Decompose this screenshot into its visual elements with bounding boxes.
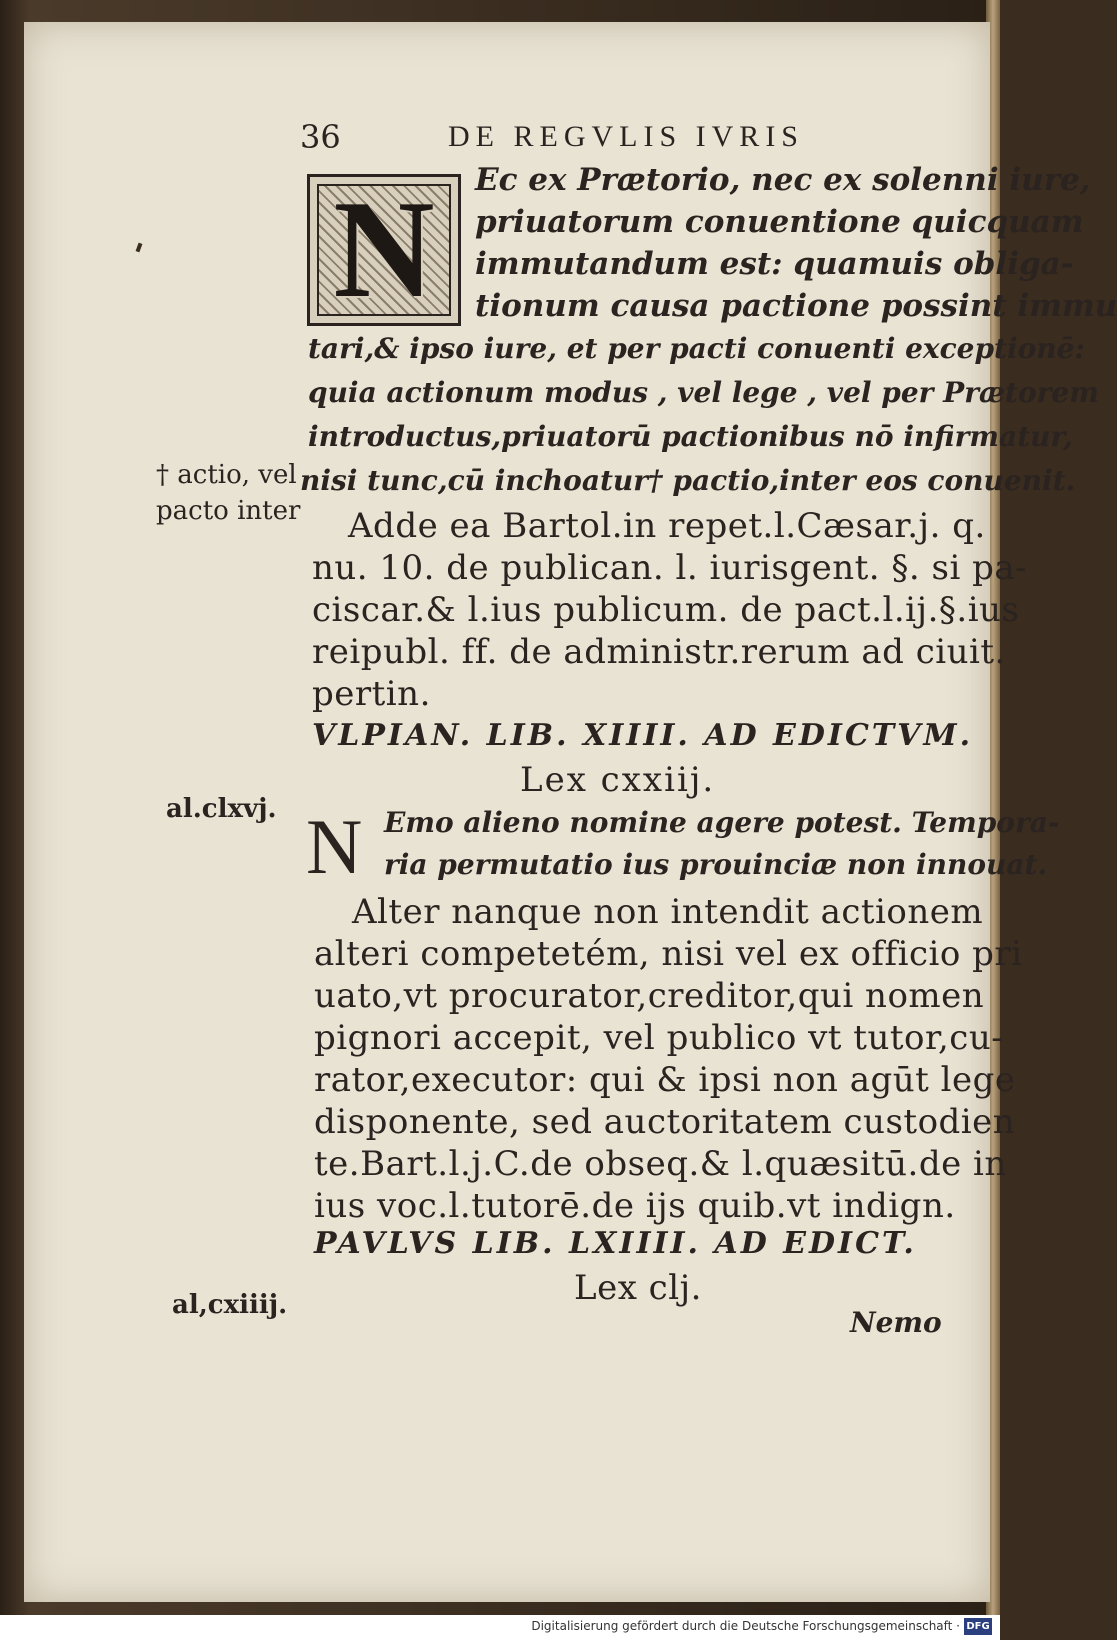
text-line: tionum causa pactione possint immu: [475, 288, 1117, 324]
text-line: introductus,priuatorū pactionibus nō infirmatur,: [308, 420, 1073, 453]
commentary-line: ciscar.& l.ius publicum. de pact.l.ij.§.ius: [312, 590, 1020, 630]
text-line: immutandum est: quamuis obliga-: [475, 246, 1074, 282]
commentary-line: reipubl. ff. de administr.rerum ad ciuit.: [312, 632, 1006, 672]
lex-heading: Lex clj.: [574, 1268, 702, 1308]
catchword: Nemo: [850, 1306, 942, 1339]
text-line: Ec ex Prætorio, nec ex solenni iure,: [475, 162, 1091, 198]
running-title: DE REGVLIS IVRIS: [448, 120, 804, 153]
footer-credit: Digitalisierung gefördert durch die Deutsche Forschungsgemeinschaft ·: [531, 1619, 960, 1633]
text-line: Emo alieno nomine agere potest. Tempora-: [384, 806, 1060, 839]
commentary-line: alteri competetém, nisi vel ex officio pri: [314, 934, 1023, 974]
commentary-line: pertin.: [312, 674, 431, 714]
commentary-line: ius voc.l.tutorē.de ijs quib.vt indign.: [314, 1186, 956, 1226]
commentary-line: te.Bart.l.j.C.de obseq.& l.quæsitū.de in: [314, 1144, 1007, 1184]
initial-letter: N: [333, 172, 435, 327]
page-number: 36: [300, 118, 341, 156]
lex-heading: Lex cxxiij.: [520, 760, 716, 800]
text-line: quia actionum modus , vel lege , vel per Prætorem: [308, 376, 1099, 409]
margin-note: al,cxiiij.: [172, 1290, 288, 1320]
footer-bar: [0, 1615, 1000, 1640]
commentary-line: Alter nanque non intendit actionem: [352, 892, 984, 932]
commentary-line: nu. 10. de publican. l. iurisgent. §. si pa-: [312, 548, 1028, 588]
text-line: nisi tunc,cū inchoatur† pactio,inter eos conuenit.: [300, 464, 1076, 497]
commentary-line: disponente, sed auctoritatem custodien: [314, 1102, 1016, 1142]
commentary-line: uato,vt procurator,creditor,qui nomen: [314, 976, 985, 1016]
commentary-line: Adde ea Bartol.in repet.l.Cæsar.j. q.: [348, 506, 986, 546]
section-heading: PAVLVS LIB. LXIIII. AD EDICT.: [314, 1226, 917, 1261]
margin-note: † actio, vel: [156, 460, 297, 490]
text-line: priuatorum conuentione quicquam: [475, 204, 1084, 240]
text-line: ria permutatio ius prouinciæ non innouat.: [384, 848, 1048, 881]
margin-note: al.clxvj.: [166, 794, 277, 824]
margin-note: pacto inter: [156, 496, 301, 526]
section-heading: VLPIAN. LIB. XIIII. AD EDICTVM.: [312, 718, 974, 753]
decorated-initial: [307, 174, 461, 326]
dfg-logo: DFG: [964, 1618, 992, 1635]
commentary-line: pignori accepit, vel publico vt tutor,cu-: [314, 1018, 1004, 1058]
commentary-line: rator,executor: qui & ipsi non agūt lege: [314, 1060, 1016, 1100]
initial-letter: N: [306, 803, 363, 890]
text-line: tari,& ipso iure, et per pacti conuenti exceptionē:: [308, 332, 1085, 365]
